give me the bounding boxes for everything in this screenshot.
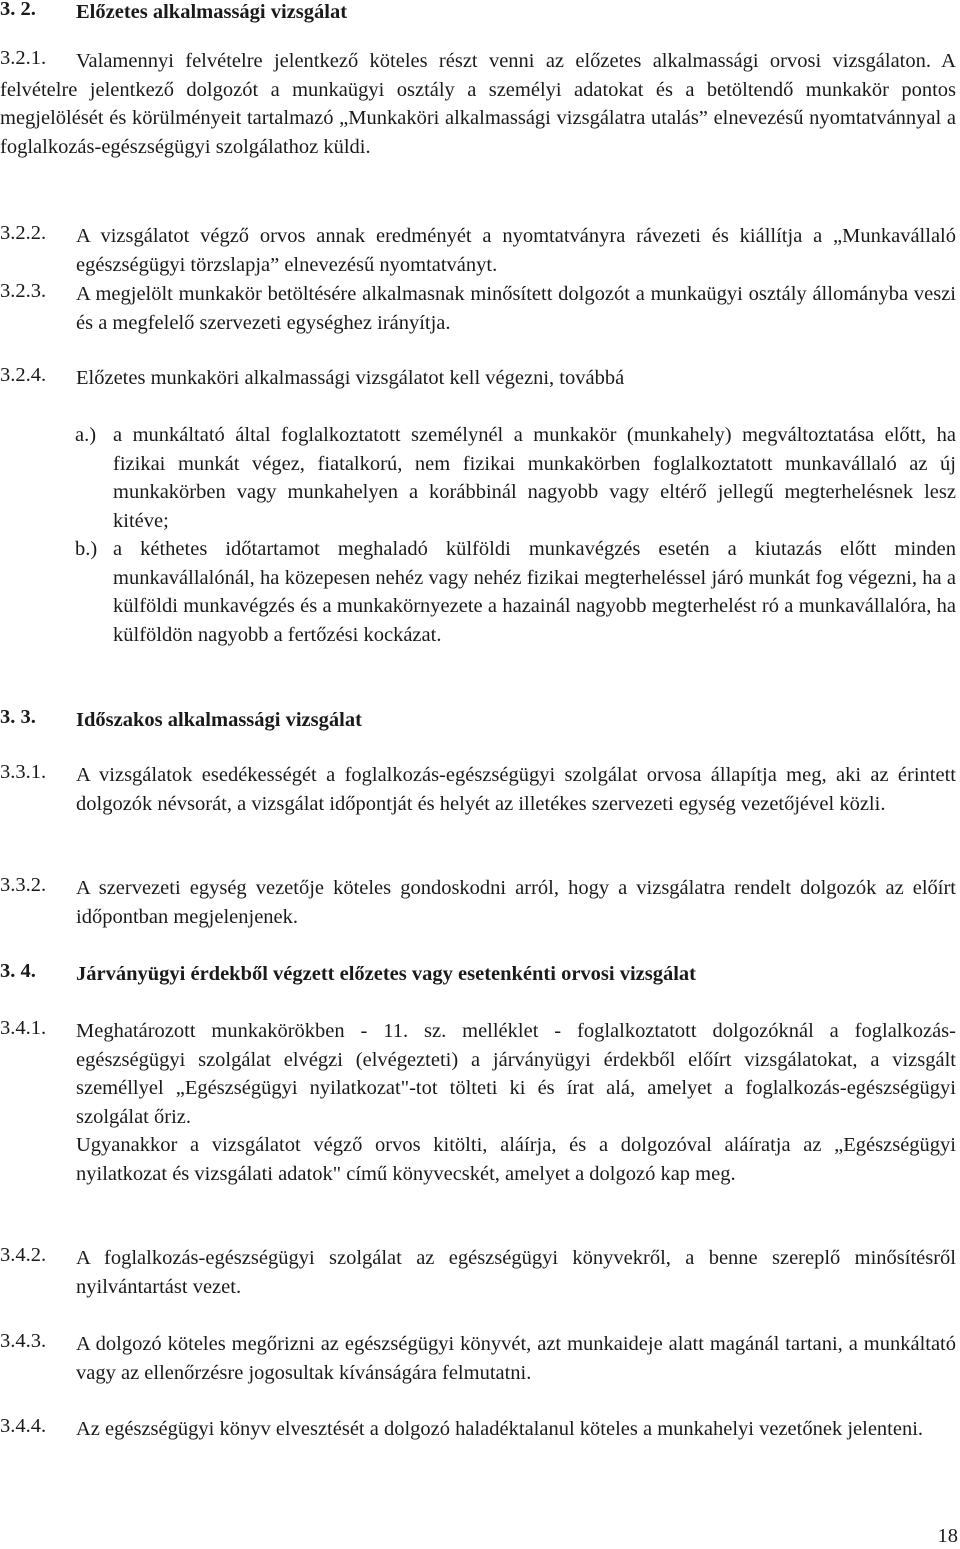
paragraph-text: Meghatározott munkakörökben - 11. sz. melléklet - foglalkoztatott dolgozóknál a foglalkozás-egészségügyi szolgálat elvégzi (elvégezteti) a járványügyi érdekből előírt vizsgálatokat, a vizsgált személlyel „Egészségügyi nyilatkozat"-tot tölteti ki és írat alá, amelyet a foglalkozás-egészségügyi szolgálat őriz. [76,1020,956,1128]
section-heading-3-2 [0,0,956,27]
paragraph-text: A vizsgálatot végző orvos annak eredményét a nyomtatványra rávezeti és kiállítja a „Munkavállaló egészségügyi törzslapja” elnevezésű nyomtatványt. [76,225,956,276]
paragraph-text: A megjelölt munkakör betöltésére alkalmasnak minősített dolgozót a munkaügyi osztály állományba veszi és a megfelelő szervezeti egységhez irányítja. [76,283,956,334]
paragraph-number: 3.4.2. [0,1244,47,1266]
paragraph-text: A szervezeti egység vezetője köteles gondoskodni arról, hogy a vizsgálatra rendelt dolgozók az előírt időpontban megjelenjenek. [76,877,956,928]
paragraph-3-4-1-continued [0,1131,956,1188]
section-number: 3. 4. [0,960,36,982]
paragraph-3-2-4 [0,364,956,393]
paragraph-number: 3.4.1. [0,1017,47,1039]
paragraph-text: A vizsgálatok esedékességét a foglalkozás-egészségügyi szolgálat orvosa állapítja meg, aki az érintett dolgozók névsorát, a vizsgálat időpontját és helyét az illetékes szervezeti egység vezetőjével közli. [76,764,956,815]
paragraph-3-2-2 [0,222,956,279]
paragraph-number: 3.3.2. [0,874,47,896]
list-item-text: a munkáltató által foglalkoztatott személynél a munkakör (munkahely) megváltoztatása előtt, ha fizikai munkát végez, fiatalkorú, nem fizikai munkakörben foglalkoztatott munkavállaló az új munkakörben vagy munkahelyen a korábbinál nagyobb vagy eltérő jellegű megterhelésnek lesz kitéve; [113,424,956,532]
section-heading-3-3 [0,706,956,735]
paragraph-3-4-1 [0,1017,956,1131]
section-heading-3-4 [0,960,956,989]
paragraph-text: A foglalkozás-egészségügyi szolgálat az egészségügyi könyvekről, a benne szereplő minősítésről nyilvántartást vezet. [76,1247,956,1298]
section-number: 3. 2. [0,0,36,20]
paragraph-number: 3.4.3. [0,1330,47,1352]
list-item-label: b.) [75,538,98,560]
paragraph-text: Az egészségügyi könyv elvesztését a dolgozó haladéktalanul köteles a munkahelyi vezetőnek jelenteni. [76,1418,924,1440]
paragraph-number: 3.2.3. [0,280,47,302]
section-title: Előzetes alkalmassági vizsgálat [76,1,348,23]
paragraph-number: 3.2.4. [0,364,47,386]
paragraph-3-4-4 [0,1415,956,1444]
page-number: 18 [937,1525,958,1547]
paragraph-3-3-2 [0,874,956,931]
list-item-b [0,535,956,649]
paragraph-text: Valamennyi felvételre jelentkező köteles részt venni az előzetes alkalmassági orvosi vizsgálaton. A felvételre jelentkező dolgozót a munkaügyi osztály a személyi adatokat és a betöltendő munkakör pontos megjelölését és körülményeit tartalmazó „Munkaköri alkalmassági vizsgálatra utalás” elnevezésű nyomtatvánnyal a foglalkozás-egészségügyi szolgálathoz küldi. [0,50,956,158]
section-number: 3. 3. [0,706,36,728]
paragraph-3-4-2 [0,1244,956,1301]
section-title: Időszakos alkalmassági vizsgálat [76,709,362,731]
paragraph-text: Előzetes munkaköri alkalmassági vizsgálatot kell végezni, továbbá [76,367,625,389]
paragraph-text: Ugyanakkor a vizsgálatot végző orvos kitölti, aláírja, és a dolgozóval aláíratja az „Egészségügyi nyilatkozat és vizsgálati adatok" című könyvecskét, amelyet a dolgozó kap meg. [76,1134,956,1185]
list-item-text: a kéthetes időtartamot meghaladó külföldi munkavégzés esetén a kiutazás előtt minden munkavállalónál, ha közepesen nehéz vagy nehéz fizikai megterheléssel járó munkát fog végezni, ha a külföldi munkavégzés és a munkakörnyezete a hazainál nagyobb megterhelést ró a munkavállalóra, ha külföldön nagyobb a fertőzési kockázat. [113,538,956,646]
paragraph-3-3-1 [0,761,956,818]
section-title: Járványügyi érdekből végzett előzetes vagy esetenkénti orvosi vizsgálat [76,963,697,985]
paragraph-3-2-3 [0,280,956,337]
paragraph-number: 3.2.2. [0,222,47,244]
paragraph-number: 3.2.1. [0,47,47,69]
list-item-label: a.) [75,424,97,446]
paragraph-3-4-3 [0,1330,956,1387]
list-item-a [0,421,956,535]
paragraph-number: 3.3.1. [0,761,47,783]
paragraph-text: A dolgozó köteles megőrizni az egészségügyi könyvét, azt munkaideje alatt magánál tartani, a munkáltató vagy az ellenőrzésre jogosultak kívánságára felmutatni. [76,1333,956,1384]
paragraph-3-2-1 [0,47,956,161]
paragraph-number: 3.4.4. [0,1415,47,1437]
